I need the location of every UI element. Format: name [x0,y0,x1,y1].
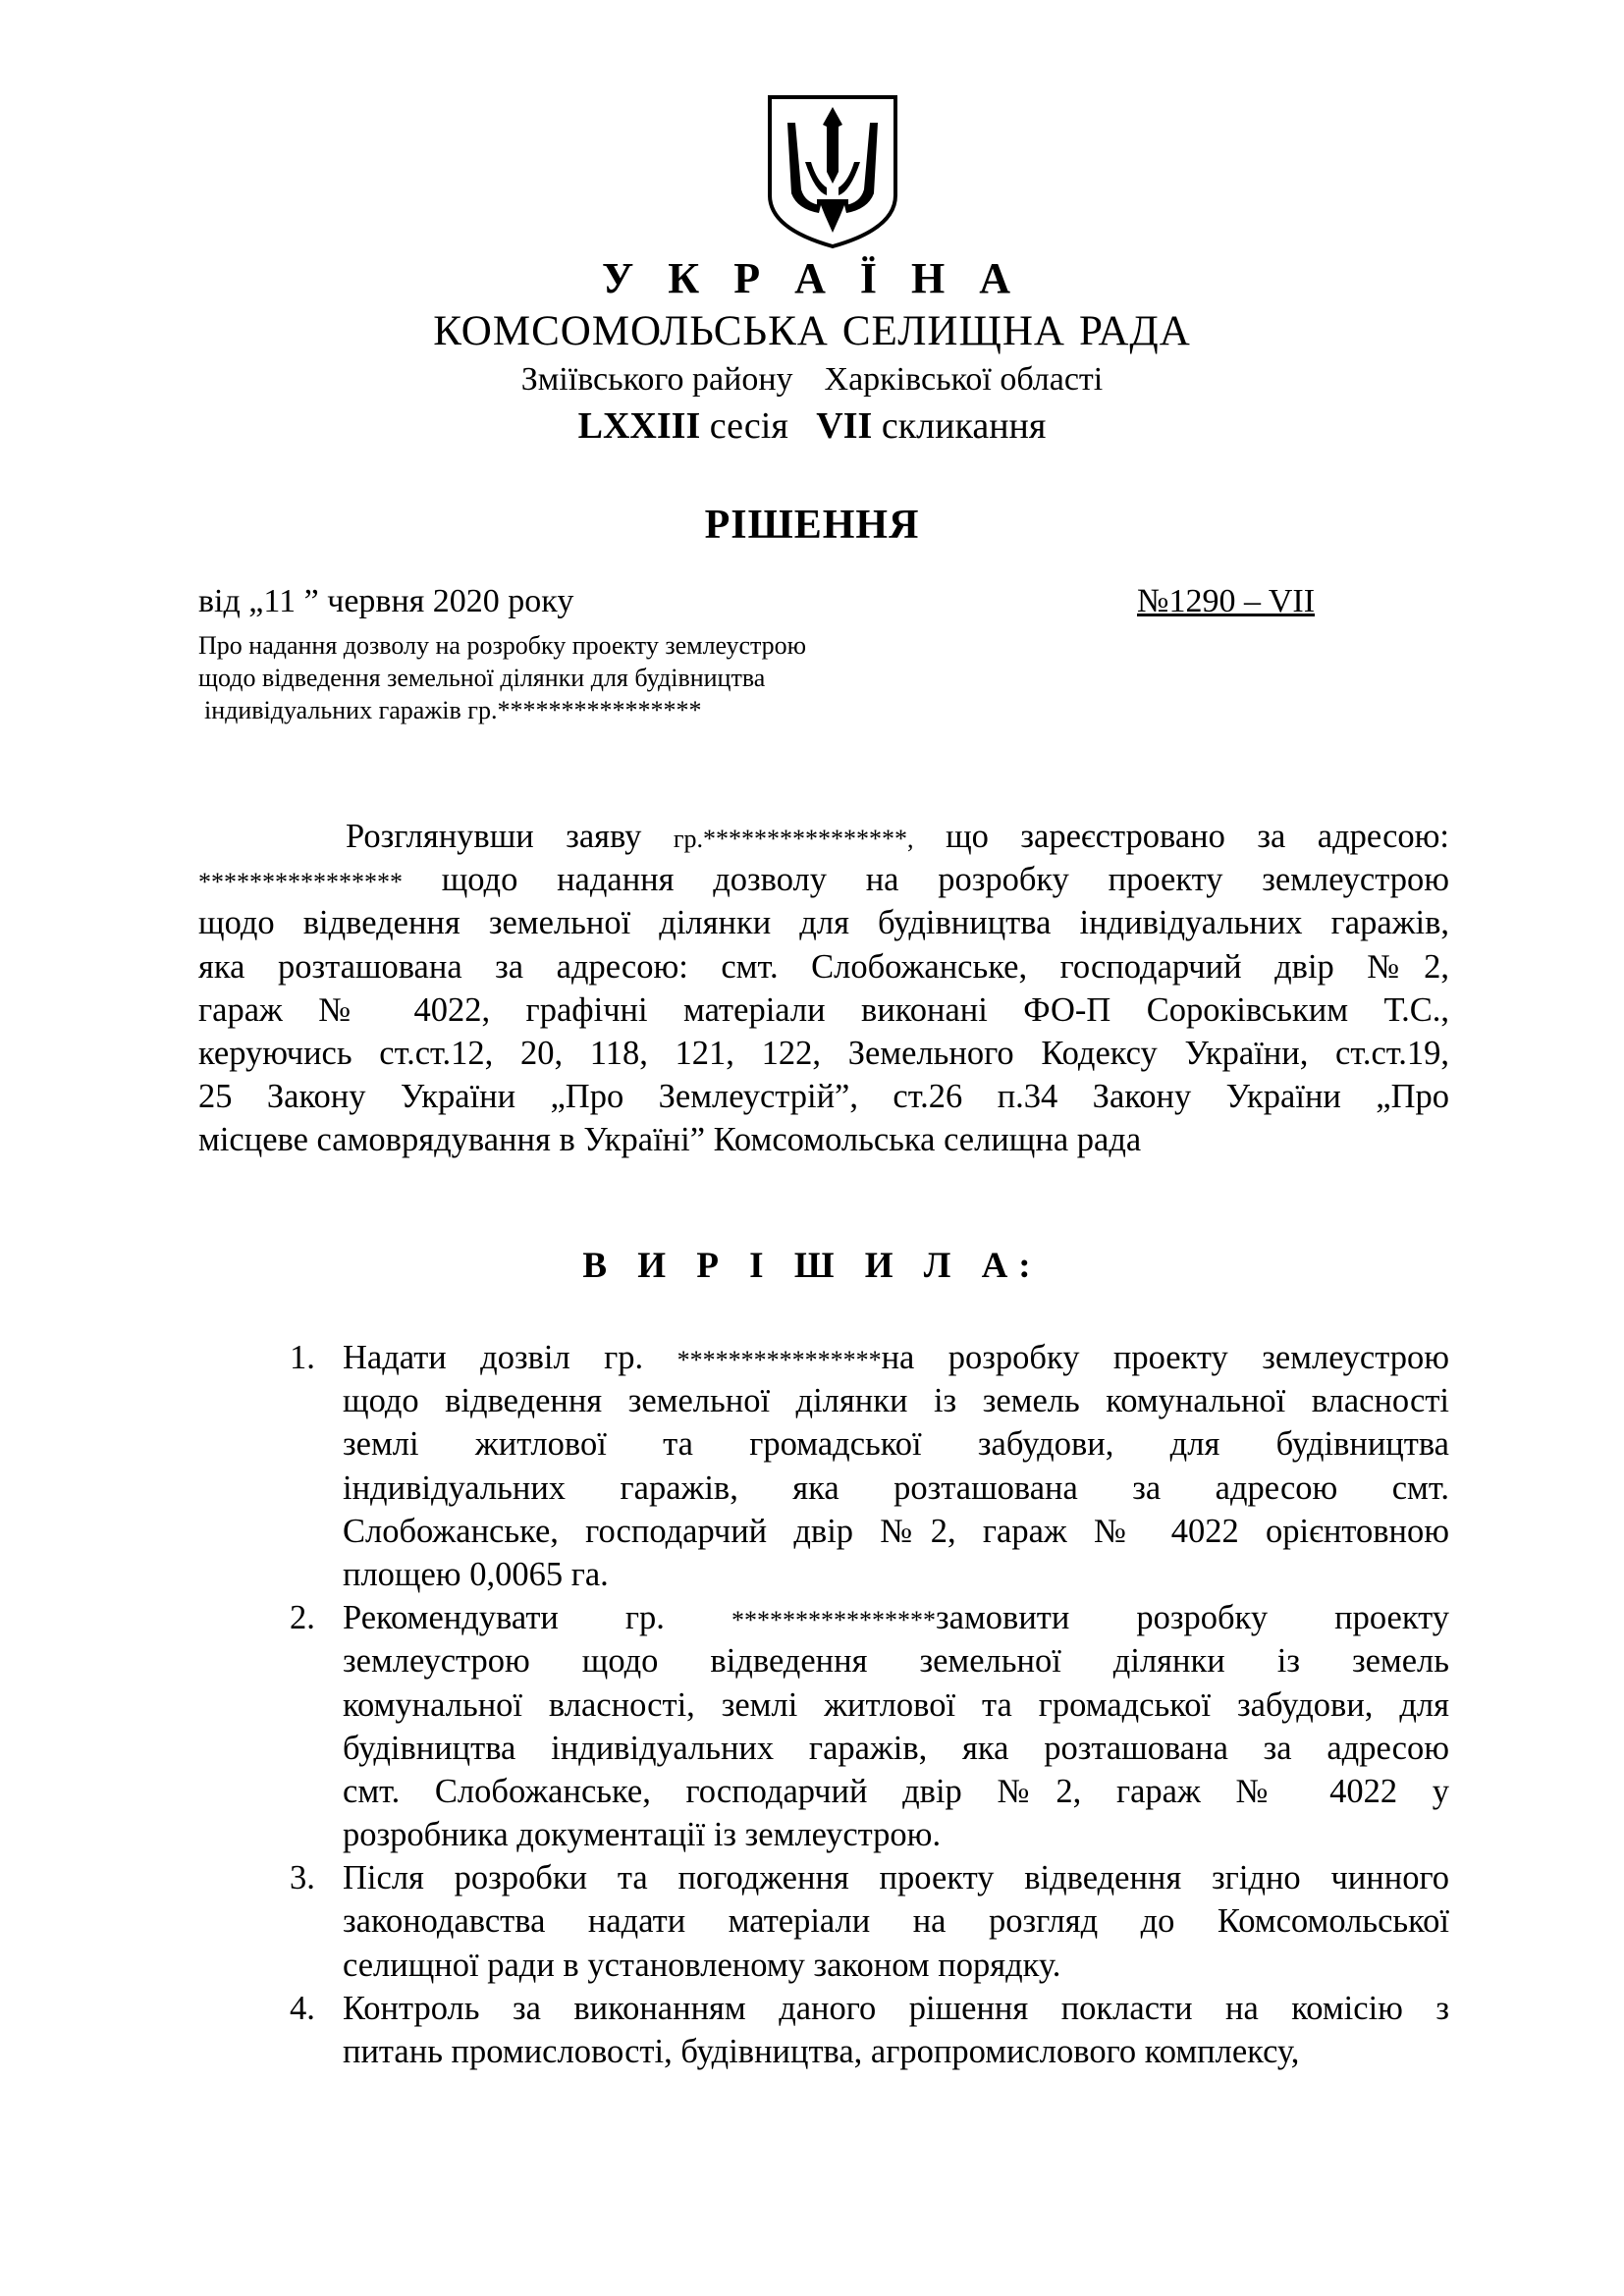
convocation-word: скликання [881,405,1047,447]
list-item [290,1596,1449,1856]
item-line: комунальної власності, землі житлової та громадської забудови, для [343,1685,1449,1724]
paragraph-line: щодо відведення земельної ділянки для будівництва індивідуальних гаражів, [198,904,1449,942]
council-heading-part: КОМСОМОЛЬСЬКА [433,308,829,354]
subject-line: щодо відведення земельної ділянки для будівництва [198,664,766,692]
item-line: індивідуальних гаражів, яка розташована за адресою смт. [343,1468,1449,1507]
item-line: Слобожанське, господарчий двір №2, гараж № 4022 орієнтовною [343,1512,1449,1550]
item-line: щодо відведення земельної ділянки із земель комунальної власності [343,1382,1449,1420]
item-number: 3. [290,1859,315,1897]
decision-list [290,1336,1449,2073]
item-line: будівництва індивідуальних гаражів, яка розташована за адресою [343,1729,1449,1767]
text-run: замовити розробку проекту [936,1599,1449,1637]
redacted-address: **************** [198,868,403,897]
item-line: площею 0,0065 га. [343,1555,609,1593]
list-item [290,1336,1449,1596]
paragraph-line: місцеве самоврядування в Україні” Комсомольська селищна рада [198,1121,1142,1159]
list-item [290,1856,1449,1987]
item-number: 1. [290,1339,315,1376]
subject-line: індивідуальних гаражів гр.**************** [204,696,702,724]
item-number: 2. [290,1599,315,1637]
paragraph-line: керуючись ст.ст.12, 20, 118, 121, 122, Земельного Кодексу України, ст.ст.19, [198,1034,1449,1072]
paragraph-line: яка розташована за адресою: смт. Слобожанське, господарчий двір №2, [198,947,1449,986]
text-run: Рекомендувати гр. [343,1599,665,1637]
paragraph-line [198,815,1449,858]
decision-number: №1290 – VII [1137,583,1316,619]
text-run: Надати дозвіл гр. [343,1339,644,1376]
item-line: землі житлової та громадської забудови, для будівництва [343,1425,1449,1464]
redacted-name: **************** [677,1346,882,1374]
item-line: Контроль за виконанням даного рішення покласти на комісію з [343,1989,1449,2027]
session-number: LXXIII [577,405,701,447]
district-line [0,361,1624,399]
item-line [343,1596,1449,1639]
redacted-name: гр.****************, [673,825,914,853]
item-line: питань промисловості, будівництва, агропромислового комплексу, [343,2033,1300,2070]
item-number: 4. [290,1989,315,2027]
session-line [0,404,1624,448]
redacted-name: **************** [731,1606,936,1635]
district-name: Зміївського району [520,361,793,398]
list-item [290,1987,1449,2073]
paragraph-line: гараж № 4022, графічні матеріали виконані ФО-П Сороківським Т.С., [198,990,1449,1029]
paragraph-line: 25 Закону України „Про Землеустрій”, ст.26 п.34 Закону України „Про [198,1078,1449,1116]
preamble-paragraph [198,815,1449,1162]
paragraph-line [198,858,1449,901]
item-line: законодавства надати матеріали на розгляд до Комсомольської [343,1902,1449,1941]
decision-subject [198,629,806,726]
session-word: сесія [709,405,788,447]
item-line: селищної ради в установленому законом порядку. [343,1946,1061,1984]
country-heading: У К Р А Ї Н А [602,254,1022,302]
text-run: Розглянувши заяву [346,818,642,855]
subject-line: Про надання дозволу на розробку проекту землеустрою [198,631,807,660]
item-line [343,1336,1449,1379]
item-line: Після розробки та погодження проекту відведення згідно чинного [343,1859,1449,1897]
text-run: щодо надання дозволу на розробку проекту землеустрою [441,861,1450,899]
convocation-number: VII [816,405,873,447]
decided-heading: В И Р І Ш И Л А: [582,1246,1042,1286]
coat-of-arms-icon [766,93,899,250]
council-heading [0,307,1624,355]
council-heading-part: СЕЛИЩНА [841,308,1065,354]
item-line: розробника документації із землеустрою. [343,1816,942,1854]
text-run: на розробку проекту землеустрою [881,1339,1450,1376]
text-run: що зареєстровано за адресою: [946,818,1449,855]
item-line: землеустрою щодо відведення земельної ділянки із земель [343,1642,1449,1681]
region-name: Харківської області [824,361,1104,398]
item-line: смт. Слобожанське, господарчий двір №2, гараж № 4022 у [343,1772,1449,1810]
council-heading-part: РАДА [1078,308,1191,354]
decision-date: від „11 ” червня 2020 року [198,583,574,619]
document-title: РІШЕННЯ [704,503,920,548]
